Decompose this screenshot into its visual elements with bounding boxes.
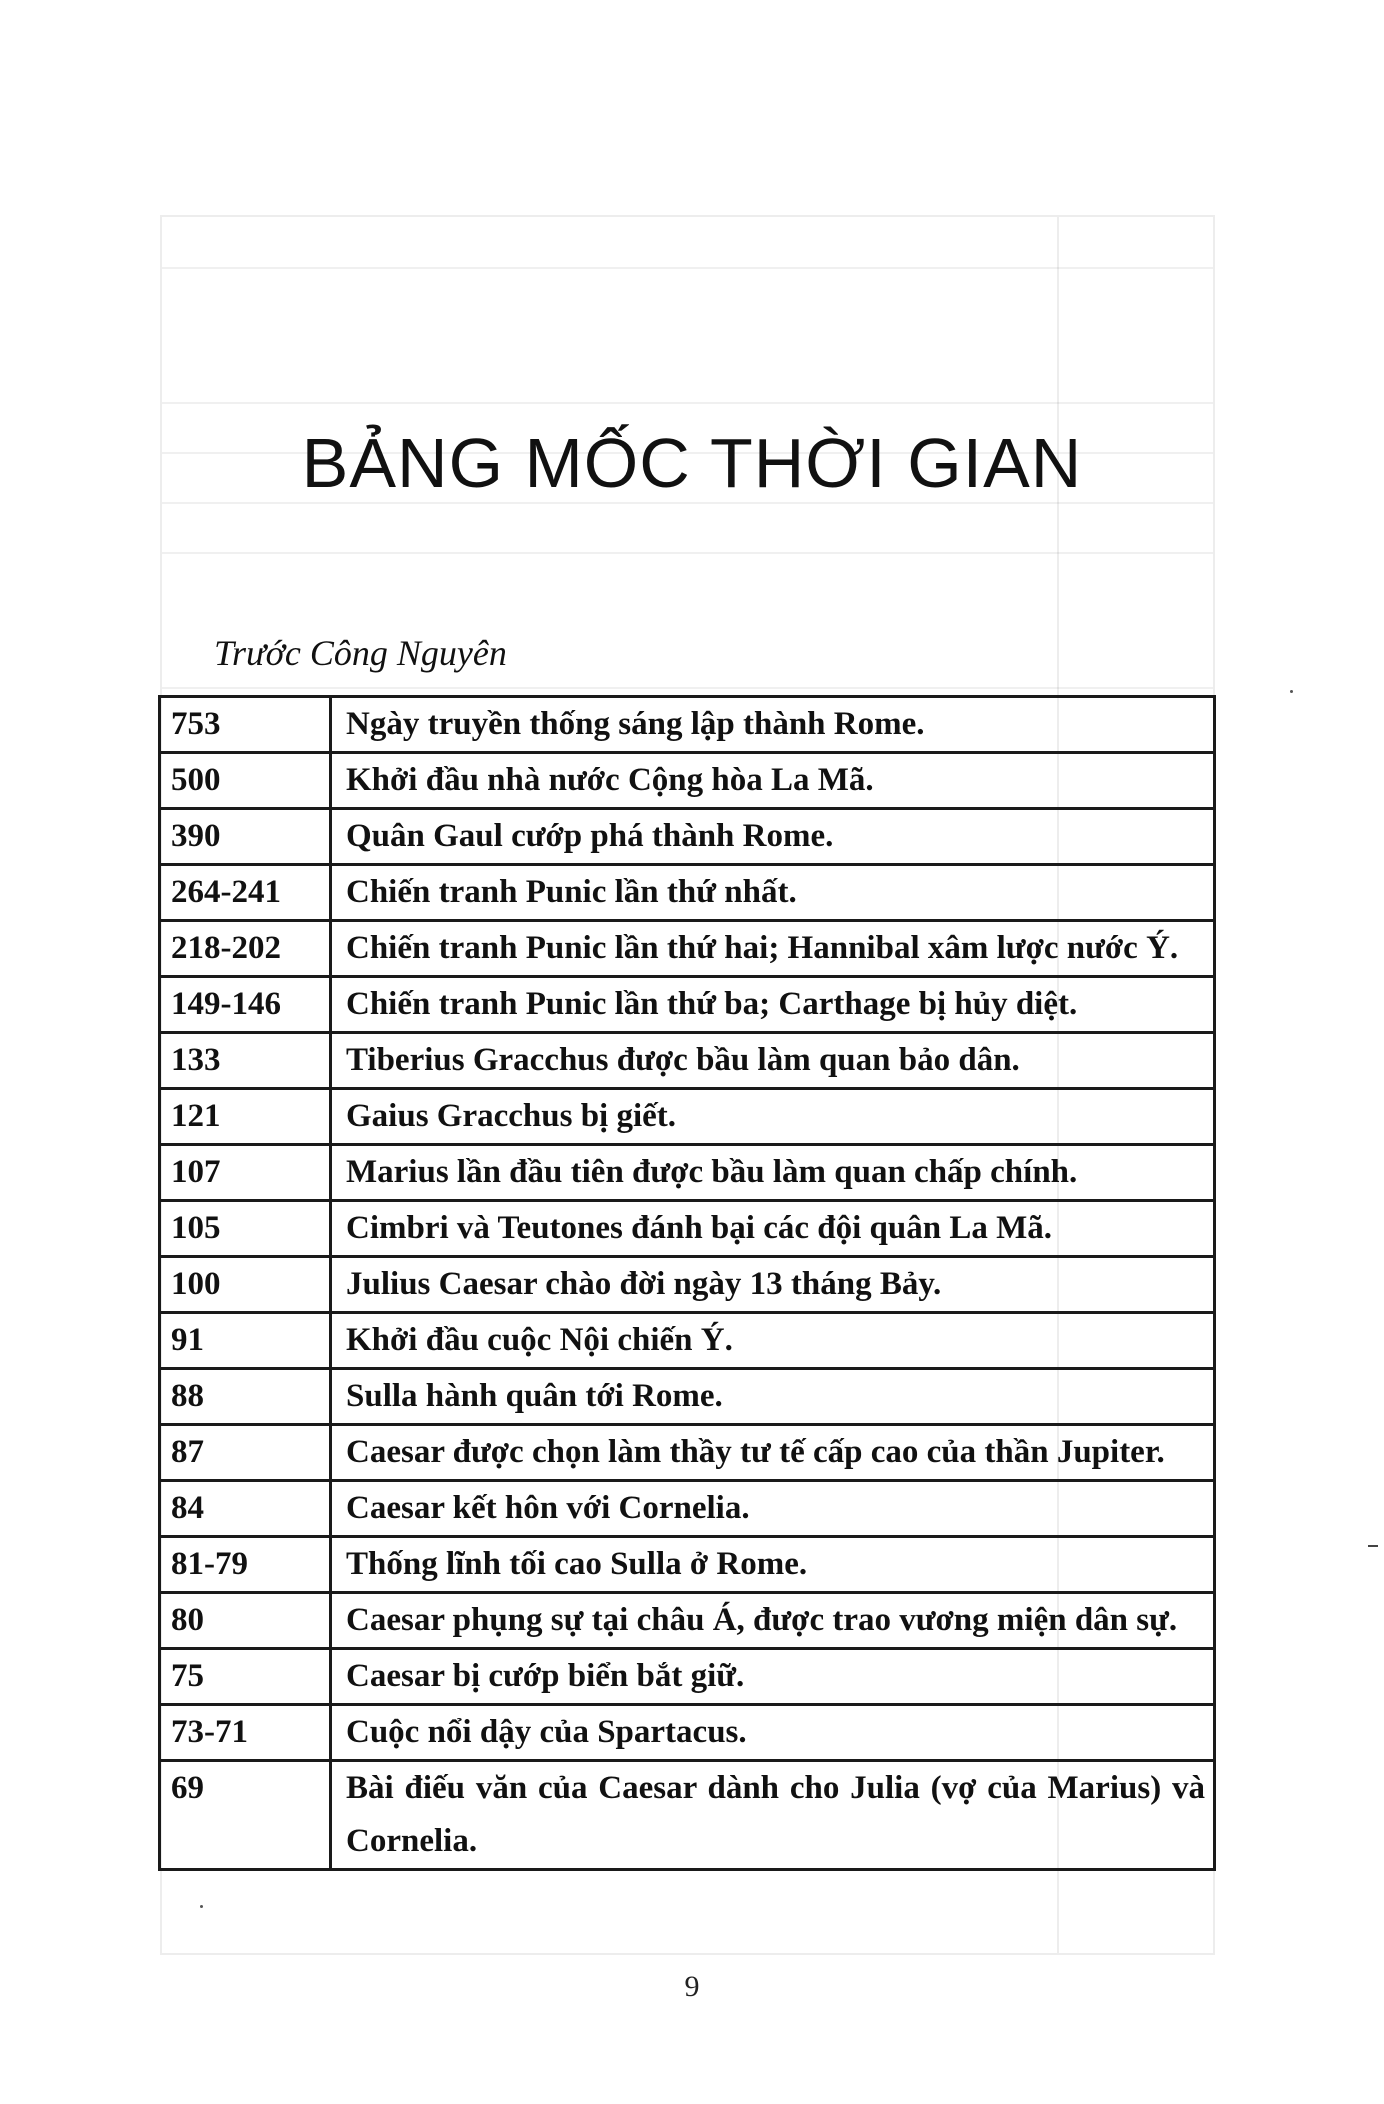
table-row [160, 1089, 1215, 1145]
timeline-table [158, 695, 1216, 1871]
year-cell: 91 [160, 1313, 331, 1369]
event-cell: Chiến tranh Punic lần thứ ba; Carthage bị hủy diệt. [331, 977, 1215, 1033]
event-cell: Sulla hành quân tới Rome. [331, 1369, 1215, 1425]
event-cell: Marius lần đầu tiên được bầu làm quan chấp chính. [331, 1145, 1215, 1201]
table-row [160, 1649, 1215, 1705]
year-cell: 73-71 [160, 1705, 331, 1761]
event-cell: Khởi đầu cuộc Nội chiến Ý. [331, 1313, 1215, 1369]
edge-mark [1368, 1545, 1378, 1547]
year-cell: 107 [160, 1145, 331, 1201]
event-cell: Cuộc nổi dậy của Spartacus. [331, 1705, 1215, 1761]
year-cell: 80 [160, 1593, 331, 1649]
event-cell: Caesar được chọn làm thầy tư tế cấp cao của thần Jupiter. [331, 1425, 1215, 1481]
event-cell: Quân Gaul cướp phá thành Rome. [331, 809, 1215, 865]
year-cell: 84 [160, 1481, 331, 1537]
event-cell: Chiến tranh Punic lần thứ hai; Hannibal xâm lược nước Ý. [331, 921, 1215, 977]
year-cell: 121 [160, 1089, 331, 1145]
table-row [160, 1705, 1215, 1761]
event-cell: Caesar bị cướp biển bắt giữ. [331, 1649, 1215, 1705]
table-row [160, 921, 1215, 977]
event-cell: Caesar phụng sự tại châu Á, được trao vương miện dân sự. [331, 1593, 1215, 1649]
year-cell: 87 [160, 1425, 331, 1481]
bleed-through-rule [162, 502, 1213, 504]
year-cell: 105 [160, 1201, 331, 1257]
year-cell: 149-146 [160, 977, 331, 1033]
event-cell: Caesar kết hôn với Cornelia. [331, 1481, 1215, 1537]
year-cell: 88 [160, 1369, 331, 1425]
table-row [160, 977, 1215, 1033]
bleed-through-rule [162, 402, 1213, 404]
event-cell: Thống lĩnh tối cao Sulla ở Rome. [331, 1537, 1215, 1593]
speck-mark [200, 1905, 203, 1908]
year-cell: 81-79 [160, 1537, 331, 1593]
event-cell: Tiberius Gracchus được bầu làm quan bảo dân. [331, 1033, 1215, 1089]
year-cell: 100 [160, 1257, 331, 1313]
year-cell: 264-241 [160, 865, 331, 921]
table-row [160, 1593, 1215, 1649]
event-cell: Chiến tranh Punic lần thứ nhất. [331, 865, 1215, 921]
table-row [160, 1201, 1215, 1257]
table-row [160, 1033, 1215, 1089]
event-cell: Julius Caesar chào đời ngày 13 tháng Bảy. [331, 1257, 1215, 1313]
year-cell: 69 [160, 1761, 331, 1870]
table-row [160, 1425, 1215, 1481]
table-row [160, 1313, 1215, 1369]
year-cell: 500 [160, 753, 331, 809]
table-row [160, 1369, 1215, 1425]
table-row [160, 809, 1215, 865]
year-cell: 753 [160, 697, 331, 753]
table-row [160, 697, 1215, 753]
bleed-through-rule [162, 687, 1213, 689]
event-cell: Bài điếu văn của Caesar dành cho Julia (vợ của Marius) và Cornelia. [331, 1761, 1215, 1870]
table-row [160, 1537, 1215, 1593]
year-cell: 218-202 [160, 921, 331, 977]
table-row [160, 1145, 1215, 1201]
event-cell: Gaius Gracchus bị giết. [331, 1089, 1215, 1145]
table-row [160, 865, 1215, 921]
year-cell: 133 [160, 1033, 331, 1089]
table-row [160, 1481, 1215, 1537]
table-row [160, 1257, 1215, 1313]
page-number: 9 [684, 1970, 700, 2003]
event-cell: Khởi đầu nhà nước Cộng hòa La Mã. [331, 753, 1215, 809]
year-cell: 75 [160, 1649, 331, 1705]
page-title: BẢNG MỐC THỜI GIAN [301, 424, 1083, 502]
speck-mark [1290, 690, 1293, 693]
event-cell: Cimbri và Teutones đánh bại các đội quân La Mã. [331, 1201, 1215, 1257]
table-row [160, 1761, 1215, 1870]
event-cell: Ngày truyền thống sáng lập thành Rome. [331, 697, 1215, 753]
year-cell: 390 [160, 809, 331, 865]
bleed-through-rule [162, 552, 1213, 554]
bleed-through-rule [162, 267, 1213, 269]
table-row [160, 753, 1215, 809]
section-label: Trước Công Nguyên [214, 633, 507, 673]
